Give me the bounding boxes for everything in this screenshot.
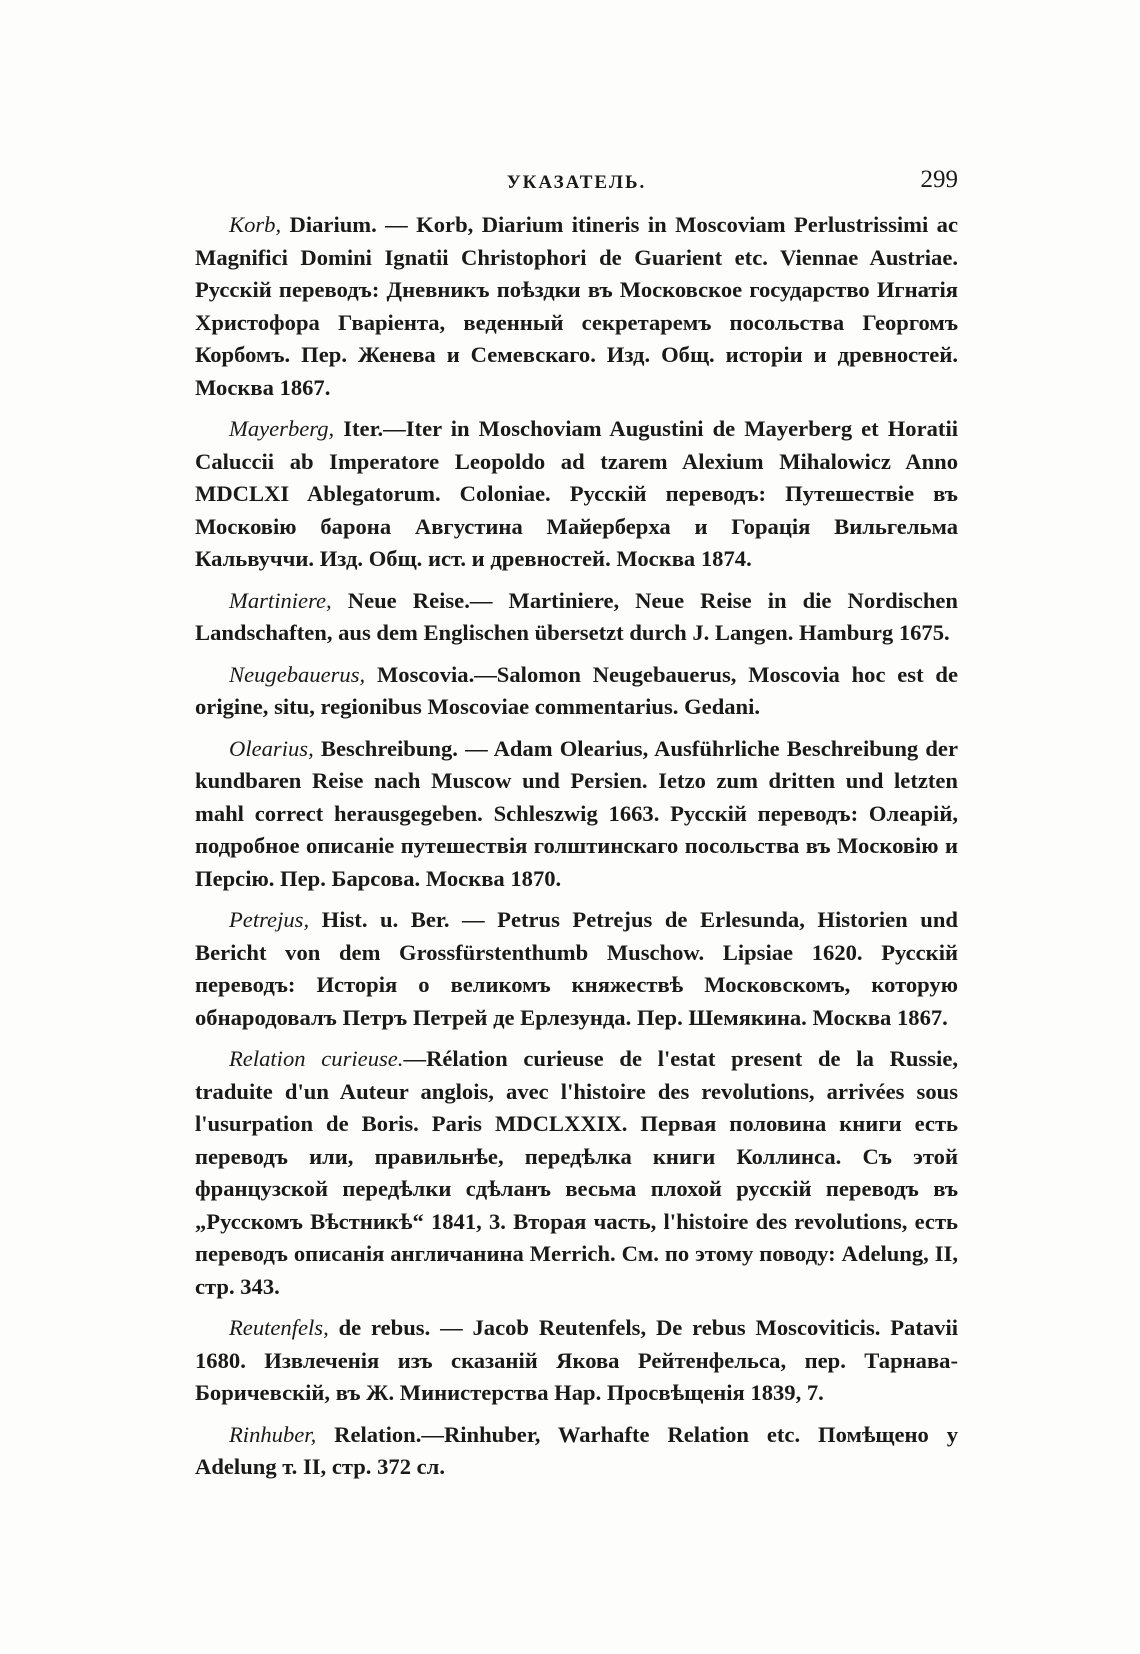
index-entry [195, 1312, 958, 1410]
index-entry [195, 904, 958, 1034]
entry-text: Iter.—Iter in Moschoviam Augustini de Mayerberg et Horatii Caluccii ab Imperatore Leopoldo ad tzarem Alexium Mihalowicz Anno MDCLXI Ablegatorum. Coloniae. Русскій переводъ: Путешествіе въ Московію барона Августина Майерберха и Горація Вильгельма Кальвуччи. Изд. Общ. ист. и древностей. Москва 1874. [195, 416, 958, 571]
entry-key: Relation curieuse. [229, 1046, 404, 1071]
entry-key: Olearius, [229, 735, 314, 761]
entry-key: Rinhuber, [229, 1421, 317, 1447]
entry-key: Korb, [229, 212, 282, 237]
entry-key: Petrejus, [229, 907, 310, 932]
index-entry [195, 1043, 958, 1303]
entry-key: Martiniere, [229, 587, 332, 613]
index-entry [195, 1419, 958, 1484]
entry-text: de rebus. — Jacob Reutenfels, De rebus Moscoviticis. Patavii 1680. Извлеченія изъ сказаній Якова Рейтенфельса, пер. Тарнава-Боричевскій, въ Ж. Министерства Нар. Просвѣщенія 1839, 7. [195, 1315, 958, 1405]
index-entry [195, 585, 958, 650]
entry-text: Neue Reise.— Martiniere, Neue Reise in die Nordischen Landschaften, aus dem Englischen übersetzt durch J. Langen. Hamburg 1675. [195, 587, 958, 645]
entry-text: Relation.—Rinhuber, Warhafte Relation etc. Помѣщено у Adelung т. II, стр. 372 сл. [195, 1421, 958, 1479]
running-head-title: УКАЗАТЕЛЬ. [506, 172, 647, 193]
entry-text: Hist. u. Ber. — Petrus Petrejus de Erlesunda, Historien und Bericht von dem Grossfürstenthumb Muschow. Lipsiae 1620. Русскій переводъ: Исторія о великомъ княжествѣ Московскомъ, которую обнародовалъ Петръ Петрей де Ерлезунда. Пер. Шемякина. Москва 1867. [195, 907, 958, 1030]
bibliography-index [195, 209, 958, 1493]
index-entry [195, 733, 958, 896]
entry-text: Diarium. — Korb, Diarium itineris in Moscoviam Perlustrissimi ac Magnifici Domini Ignatii Christophori de Guarient etc. Viennae Austriae. Русскій переводъ: Дневникъ поѣздки въ Московское государство Игнатія Христофора Гваріента, веденный секретаремъ посольства Георгомъ Корбомъ. Пер. Женева и Семевскаго. Изд. Общ. исторіи и древностей. Москва 1867. [195, 212, 958, 400]
index-entry [195, 413, 958, 576]
index-entry [195, 659, 958, 724]
entry-key: Reutenfels, [229, 1315, 329, 1340]
entry-text: Beschreibung. — Adam Olearius, Ausführliche Beschreibung der kundbaren Reise nach Muscow und Persien. Ietzo zum dritten und letzten mahl correct herausgegeben. Schleszwig 1663. Русскій переводъ: Олеарій, подробное описаніе путешествія голштинскаго посольства въ Московію и Персію. Пер. Барсова. Москва 1870. [195, 735, 958, 891]
entry-text: Moscovia.—Salomon Neugebauerus, Moscovia hoc est de origine, situ, regionibus Moscoviae commentarius. Gedani. [195, 661, 958, 719]
entry-text: —Rélation curieuse de l'estat present de la Russie, traduite d'un Auteur anglois, avec l'histoire des revolutions, arrivées sous l'usurpation de Boris. Paris MDCLXXIX. Первая половина книги есть переводъ или, правильнѣе, передѣлка книги Коллинса. Съ этой французской передѣлки сдѣланъ весьма плохой русскій переводъ въ „Русскомъ Вѣстникѣ“ 1841, 3. Вторая часть, l'histoire des revolutions, есть переводъ описанія англичанина Merrich. См. по этому поводу: Adelung, II, стр. 343. [195, 1046, 959, 1299]
entry-key: Mayerberg, [229, 416, 335, 441]
entry-key: Neugebauerus, [229, 661, 366, 687]
running-header [195, 166, 958, 206]
index-entry [195, 209, 958, 404]
page-number: 299 [920, 166, 958, 193]
